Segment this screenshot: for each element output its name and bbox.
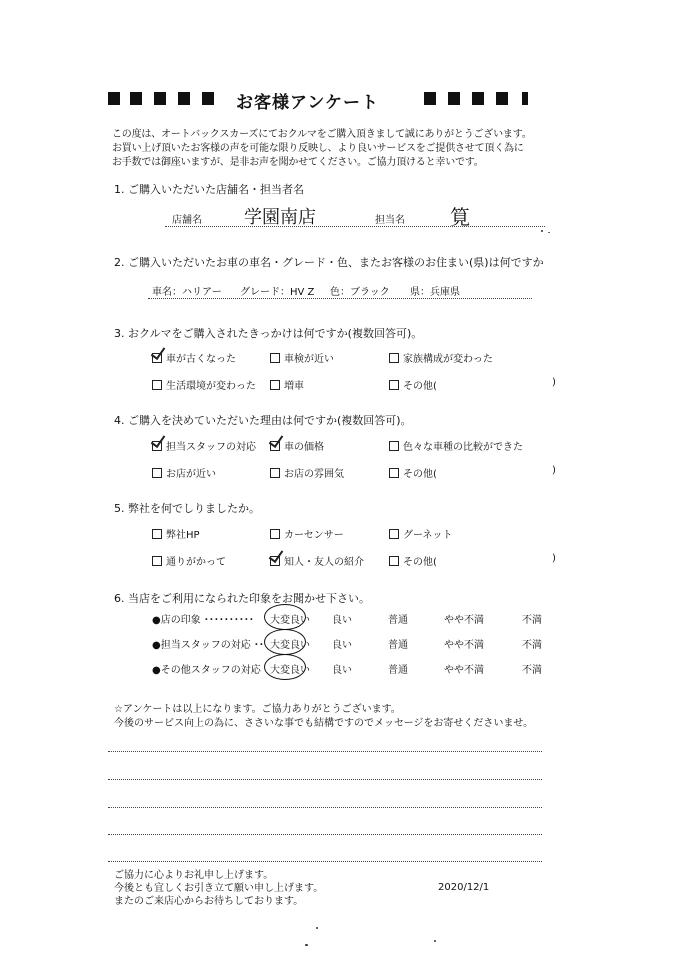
footer-line: ご協力に心よりお礼申し上げます。 [114, 870, 274, 881]
closing-note: ☆アンケートは以上になります。ご協力ありがとうございます。 [114, 704, 401, 715]
checkbox-icon [389, 529, 399, 539]
close-paren: ) [552, 377, 556, 388]
checkbox-icon [270, 353, 280, 363]
question-heading: 1. ご購入いただいた店舗名・担当者名 [114, 183, 304, 196]
checkbox-icon [389, 380, 399, 390]
scan-speck [305, 944, 308, 946]
footer-line: 今後とも宜しくお引き立て願い申し上げます。 [114, 883, 324, 894]
checkbox-icon [270, 380, 280, 390]
selected-circle-mark [264, 629, 306, 655]
close-paren: ) [552, 553, 556, 564]
option-checkbox[interactable]: その他( [389, 553, 437, 568]
square-icon [496, 92, 508, 105]
question-heading: 5. 弊社を何でしりましたか。 [114, 502, 260, 515]
square-icon [472, 92, 484, 105]
close-paren: ) [552, 465, 556, 476]
message-line[interactable] [108, 751, 542, 752]
checkbox-icon [270, 468, 280, 478]
message-line[interactable] [108, 861, 542, 862]
scan-speck [434, 940, 436, 942]
rating-row-label: ●担当スタッフの対応 ･･ [152, 640, 264, 651]
checkbox-icon [152, 529, 162, 539]
checkbox-icon [152, 468, 162, 478]
store-label: 店舗名 [172, 215, 202, 226]
rating-option[interactable]: 普通 [388, 665, 408, 676]
title-bar [108, 88, 544, 112]
rating-option[interactable]: 大変良い [270, 615, 310, 626]
option-checkbox[interactable]: 弊社HP [152, 526, 200, 541]
square-icon [202, 92, 214, 105]
selected-circle-mark [264, 654, 306, 680]
intro-line: この度は、オートバックスカーズにておクルマをご購入頂きまして誠にありがとうございます。 [112, 129, 532, 140]
question-heading: 4. ご購入を決めていただいた理由は何ですか(複数回答可)。 [114, 414, 412, 427]
message-line[interactable] [108, 807, 542, 808]
square-icon [178, 92, 190, 105]
message-line[interactable] [108, 779, 542, 780]
divider [148, 298, 532, 299]
checkbox-icon [152, 353, 162, 363]
option-checkbox[interactable]: お店が近い [152, 465, 216, 480]
footer-line: またのご来店心からお待ちしております。 [114, 896, 304, 907]
closing-note: 今後のサービス向上の為に、ささいな事でも結構ですのでメッセージをお寄せくださいませ。 [114, 718, 534, 729]
page-title: お客様アンケート [236, 93, 379, 113]
option-checkbox[interactable]: 通りがかって [152, 553, 226, 568]
staff-label: 担当名 [375, 215, 405, 226]
checkmark-icon [151, 344, 166, 360]
rating-option[interactable]: 普通 [388, 640, 408, 651]
option-checkbox[interactable]: 色々な車種の比較ができた [389, 438, 523, 453]
option-checkbox[interactable]: その他( [389, 377, 437, 392]
checkmark-icon [269, 432, 284, 448]
car-grade: グレード：HV Z [240, 287, 315, 298]
rating-row-label: ●店の印象 ･･････････ [152, 615, 254, 626]
scan-speck [541, 230, 543, 232]
message-line[interactable] [108, 834, 542, 835]
scan-speck [316, 927, 318, 929]
car-name: 車名：ハリアー [152, 287, 222, 298]
square-icon [154, 92, 166, 105]
checkbox-icon [389, 468, 399, 478]
checkbox-icon [152, 380, 162, 390]
rating-option[interactable]: やや不満 [444, 640, 484, 651]
rating-option[interactable]: 良い [332, 615, 352, 626]
rating-option[interactable]: 良い [332, 640, 352, 651]
option-checkbox[interactable]: カーセンサー [270, 526, 344, 541]
selected-circle-mark [264, 604, 306, 630]
option-checkbox[interactable]: 生活環境が変わった [152, 377, 256, 392]
rating-option[interactable]: 大変良い [270, 640, 310, 651]
prefecture: 県：兵庫県 [410, 287, 460, 298]
date: 2020/12/1 [438, 882, 490, 893]
square-icon [522, 92, 528, 105]
rating-row-label: ●その他スタッフの対応 [152, 665, 261, 676]
rating-option[interactable]: 普通 [388, 615, 408, 626]
question-heading: 3. おクルマをご購入されたきっかけは何ですか(複数回答可)。 [114, 327, 423, 340]
option-checkbox[interactable]: 車が古くなった [152, 350, 236, 365]
square-icon [448, 92, 460, 105]
rating-option[interactable]: やや不満 [444, 615, 484, 626]
option-checkbox[interactable]: 車検が近い [270, 350, 334, 365]
question-heading: 2. ご購入いただいたお車の車名・グレード・色、またお客様のお住まい(県)は何ですか [114, 256, 544, 269]
rating-option[interactable]: 大変良い [270, 665, 310, 676]
checkbox-icon [270, 529, 280, 539]
staff-value: 筧 [450, 205, 470, 229]
checkbox-icon [152, 441, 162, 451]
checkmark-icon [269, 547, 284, 563]
checkbox-icon [270, 441, 280, 451]
rating-option[interactable]: 良い [332, 665, 352, 676]
rating-option[interactable]: 不満 [522, 640, 542, 651]
option-checkbox[interactable]: 担当スタッフの対応 [152, 438, 256, 453]
intro-line: お買い上げ頂いたお客様の声を可能な限り反映し、より良いサービスをご提供させて頂く為に [112, 143, 524, 154]
scan-speck [548, 232, 550, 233]
square-icon [424, 92, 436, 105]
square-icon [108, 92, 120, 105]
rating-option[interactable]: 不満 [522, 665, 542, 676]
checkbox-icon [389, 353, 399, 363]
option-checkbox[interactable]: 知人・友人の紹介 [270, 553, 364, 568]
rating-option[interactable]: 不満 [522, 615, 542, 626]
checkmark-icon [151, 432, 166, 448]
intro-line: お手数では御座いますが、是非お声を聞かせてください。ご協力頂けると幸いです。 [112, 157, 484, 168]
square-icon [130, 92, 142, 105]
option-checkbox[interactable]: お店の雰囲気 [270, 465, 344, 480]
store-value: 学園南店 [244, 207, 316, 228]
checkbox-icon [389, 441, 399, 451]
car-color: 色：ブラック [330, 287, 390, 298]
question-heading: 6. 当店をご利用になられた印象をお聞かせ下さい。 [114, 592, 370, 605]
divider [165, 226, 545, 227]
option-checkbox[interactable]: 車の価格 [270, 438, 324, 453]
option-checkbox[interactable]: 家族構成が変わった [389, 350, 493, 365]
option-checkbox[interactable]: グーネット [389, 526, 453, 541]
checkbox-icon [152, 556, 162, 566]
option-checkbox[interactable]: 増車 [270, 377, 304, 392]
rating-option[interactable]: やや不満 [444, 665, 484, 676]
option-checkbox[interactable]: その他( [389, 465, 437, 480]
checkbox-icon [389, 556, 399, 566]
checkbox-icon [270, 556, 280, 566]
